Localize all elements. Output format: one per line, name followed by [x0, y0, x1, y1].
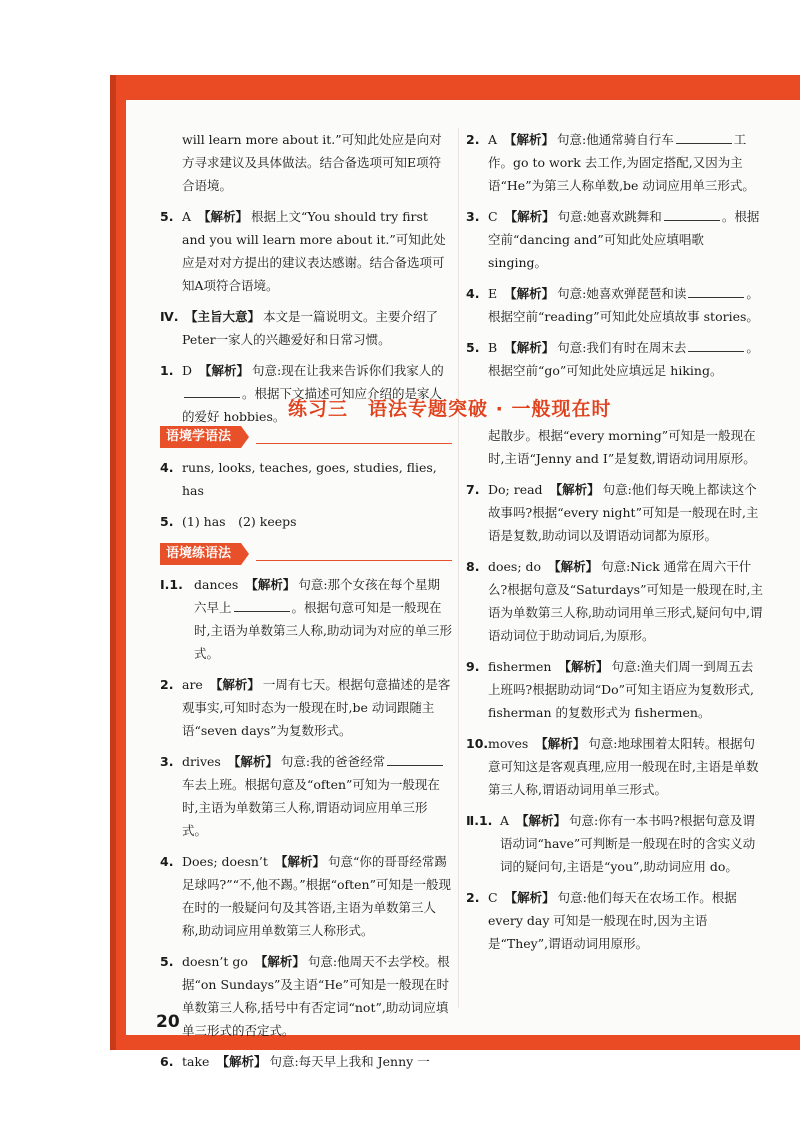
answer-key: doesn’t go	[182, 954, 248, 969]
answer-key: C	[488, 209, 498, 224]
answer-item	[466, 886, 764, 955]
analysis-text: 句意:渔夫们周一到周五去上班吗?根据助动词“Do”可知主语应为复数形式, fisherman 的复数形式为 fishermen。	[488, 659, 755, 720]
item-number: 3.	[160, 754, 174, 769]
analysis-text: 句意:地球围着太阳转。根据句意可知这是客观真理,应用一般现在时,主语是单数第三人称,谓语动词用单三形式。	[488, 736, 759, 797]
answer-item	[466, 128, 764, 197]
answer-text: (1) has (2) keeps	[182, 514, 297, 529]
analysis-text: 工作。go to work 去工作,为固定搭配,又因为主语“He”为第三人称单数,be 动词应用单三形式。	[488, 132, 755, 193]
analysis-text: 句意:每天早上我和 Jenny 一	[269, 1054, 430, 1069]
fill-blank	[184, 385, 240, 398]
analysis-tag: 【解析】	[535, 736, 586, 751]
fill-blank	[387, 753, 443, 766]
answer-item	[466, 655, 764, 724]
analysis-tag: 【解析】	[216, 1054, 267, 1069]
item-number: 4.	[466, 286, 480, 301]
section-title: 练习三 语法专题突破 · 一般现在时	[288, 398, 612, 420]
analysis-tag: 【解析】	[548, 559, 599, 574]
answer-item	[160, 950, 452, 1042]
answer-key: does; do	[488, 559, 542, 574]
item-number: 4.	[160, 460, 174, 475]
answer-key: B	[488, 340, 498, 355]
answer-key: E	[488, 286, 498, 301]
answer-item	[160, 456, 452, 502]
section-label: 语境学语法	[160, 426, 241, 448]
item-number: 3.	[466, 209, 480, 224]
analysis-text: 句意:他周天不去学校。根据“on Sundays”及主语“He”可知是一般现在时单数第三人称,括号中有否定词“not”,助动词应填单三形式的否定式。	[182, 954, 450, 1038]
answer-key: Do; read	[488, 482, 543, 497]
fill-blank	[676, 131, 732, 144]
analysis-text: 句意:Nick 通常在周六干什么?根据句意及“Saturdays”可知是一般现在时,主语为单数第三人称,助动词用单三形式,疑问句中,谓语动词位于助动词后,为原形。	[488, 559, 763, 643]
answer-item	[160, 673, 452, 742]
analysis-text: 。根据句意可知是一般现在时,主语为单数第三人称,助动词为对应的单三形式。	[194, 600, 452, 661]
answer-key: D	[182, 363, 193, 378]
answer-key: moves	[488, 736, 529, 751]
item-number: 4.	[160, 854, 174, 869]
answer-key: fishermen	[488, 659, 552, 674]
item-number: 8.	[466, 559, 480, 574]
answer-key: are	[182, 677, 203, 692]
answer-key: C	[488, 890, 498, 905]
analysis-tag: 【解析】	[504, 286, 555, 301]
item-number: 5.	[160, 954, 174, 969]
bottom-left-column	[160, 424, 452, 1081]
analysis-tag: 【解析】	[504, 890, 555, 905]
fill-blank	[688, 285, 744, 298]
analysis-text: 句意:他通常骑自行车	[557, 132, 674, 147]
main-idea-text: 本文是一篇说明文。主要介绍了Peter一家人的兴趣爱好和日常习惯。	[182, 309, 439, 347]
analysis-tag: 【解析】	[198, 209, 249, 224]
analysis-tag: 【解析】	[254, 954, 305, 969]
main-idea	[160, 305, 452, 351]
analysis-tag: 【解析】	[504, 340, 555, 355]
answer-continuation	[466, 424, 764, 470]
analysis-text: 一周有七天。根据句意描述的是客观事实,可知时态为一般现在时,be 动词跟随主语“seven days”为复数形式。	[182, 677, 451, 738]
item-number: 2.	[466, 890, 480, 905]
analysis-text: 。根据空前“dancing and”可知此处应填唱歌 singing。	[488, 209, 760, 270]
analysis-text: 根据上文“You should try first and you will learn more about it.”可知此处应是对对方提出的建议表达感谢。结合备选项可知A项符合语境。	[182, 209, 446, 293]
section-number: Ⅳ.	[160, 309, 179, 324]
fill-blank	[664, 208, 720, 221]
analysis-text: 句意:你有一本书吗?根据句意及谓语动词“have”可判断是一般现在时的含实义动词的疑问句,主语是“you”,助动词应用 do。	[500, 813, 756, 874]
analysis-text: 句意:她喜欢跳舞和	[557, 209, 662, 224]
answer-text: runs, looks, teaches, goes, studies, flies, has	[182, 460, 437, 498]
answer-key: A	[500, 813, 510, 828]
analysis-text: 车去上班。根据句意及“often”可知为一般现在时,主语为单数第三人称,谓语动词应用单三形式。	[182, 777, 440, 838]
section-rule	[256, 560, 452, 561]
item-number: 1.	[160, 363, 174, 378]
analysis-text: 句意:他们每天晚上都读这个故事吗?根据“every night”可知是一般现在时,主语是复数,助动词以及谓语动词都为原形。	[488, 482, 759, 543]
answer-item	[160, 1050, 452, 1073]
analysis-text: 句意:那个女孩在每个星期六早上	[194, 577, 441, 615]
answer-item	[466, 205, 764, 274]
item-number: 6.	[160, 1054, 174, 1069]
analysis-tag: 【解析】	[199, 363, 250, 378]
answer-item	[160, 750, 452, 842]
analysis-tag: 【解析】	[504, 209, 555, 224]
analysis-tag: 【解析】	[549, 482, 600, 497]
main-idea-tag: 【主旨大意】	[185, 309, 261, 324]
analysis-text: 句意:我的爸爸经常	[280, 754, 386, 769]
analysis-tag: 【解析】	[516, 813, 567, 828]
item-number: 10.	[466, 736, 489, 751]
answer-key: drives	[182, 754, 221, 769]
answer-key: take	[182, 1054, 210, 1069]
answer-key: dances	[194, 577, 239, 592]
analysis-text: 句意:我们有时在周末去	[557, 340, 687, 355]
answer-item	[160, 850, 452, 942]
answer-item	[160, 573, 452, 665]
analysis-text: 。根据空前“reading”可知此处应填故事 stories。	[488, 286, 759, 324]
section-header	[160, 541, 452, 565]
analysis-tag: 【解析】	[227, 754, 278, 769]
analysis-text: 。根据空前“go”可知此处应填远足 hiking。	[488, 340, 759, 378]
top-right-column	[466, 128, 764, 390]
answer-key: A	[488, 132, 498, 147]
analysis-text: 句意:现在让我来告诉你们我家人的	[252, 363, 444, 378]
fill-blank	[688, 339, 744, 352]
answer-item	[466, 732, 764, 801]
item-number: 2.	[466, 132, 480, 147]
answer-continuation	[160, 128, 452, 197]
answer-item	[466, 555, 764, 647]
section-label: 语境练语法	[160, 543, 241, 565]
item-number: 2.	[160, 677, 174, 692]
analysis-text: 句意“你的哥哥经常踢足球吗?”“不,他不踢。”根据“often”可知是一般现在时的一般疑问句及其答语,主语为单数第三人称,助动词应用单数第三人称形式。	[182, 854, 452, 938]
analysis-tag: 【解析】	[274, 854, 325, 869]
item-number: 5.	[466, 340, 480, 355]
section-header	[160, 424, 452, 448]
answer-item	[160, 510, 452, 533]
answer-key: A	[182, 209, 192, 224]
item-number: Ⅱ.1.	[466, 813, 493, 828]
answer-text: will learn more about it.”可知此处应是向对方寻求建议及具体做法。结合备选项可知E项符合语境。	[182, 132, 442, 193]
analysis-tag: 【解析】	[558, 659, 609, 674]
answer-item	[466, 336, 764, 382]
item-number: 5.	[160, 209, 174, 224]
item-number: 7.	[466, 482, 480, 497]
top-left-column	[160, 128, 452, 436]
analysis-tag: 【解析】	[245, 577, 296, 592]
page-border-strip	[110, 75, 116, 1050]
item-number: 9.	[466, 659, 480, 674]
analysis-text: 。根据下文描述可知应介绍的是家人的爱好 hobbies。	[182, 386, 443, 424]
answer-item	[466, 282, 764, 328]
answer-key: Does; doesn’t	[182, 854, 268, 869]
bottom-right-column	[466, 424, 764, 963]
page-number: 20	[156, 1012, 180, 1032]
column-divider	[458, 128, 459, 1008]
answer-item	[466, 478, 764, 547]
item-number: Ⅰ.1.	[160, 577, 183, 592]
analysis-text: 句意:他们每天在农场工作。根据 every day 可知是一般现在时,因为主语是“They”,谓语动词用原形。	[488, 890, 737, 951]
fill-blank	[234, 599, 290, 612]
analysis-tag: 【解析】	[504, 132, 555, 147]
item-number: 5.	[160, 514, 174, 529]
section-rule	[256, 443, 452, 444]
analysis-text: 句意:她喜欢弹琵琶和读	[557, 286, 687, 301]
analysis-tag: 【解析】	[209, 677, 260, 692]
answer-item	[466, 809, 764, 878]
analysis-text: 起散步。根据“every morning”可知是一般现在时,主语“Jenny and I”是复数,谓语动词用原形。	[488, 428, 756, 466]
answer-item	[160, 205, 452, 297]
